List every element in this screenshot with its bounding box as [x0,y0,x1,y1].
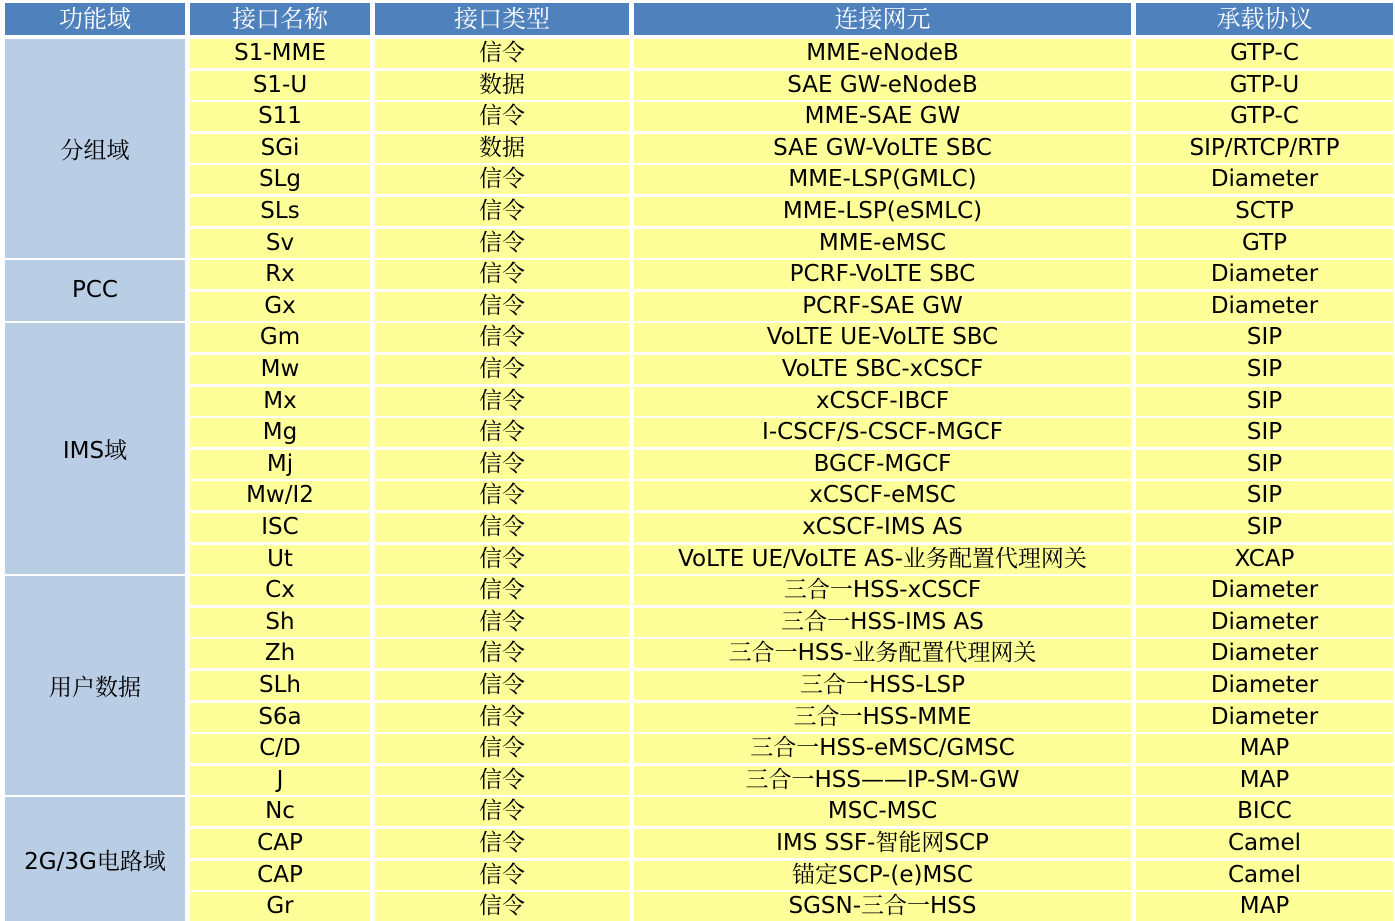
connected-elements-cell: MME-eMSC [634,229,1131,258]
protocol-cell: SIP [1136,323,1393,352]
connected-elements-cell: 三合一HSS-eMSC/GMSC [634,734,1131,763]
connected-elements-cell: PCRF-SAE GW [634,292,1131,321]
connected-elements-cell: 三合一HSS-LSP [634,671,1131,700]
protocol-cell: SIP [1136,418,1393,447]
interface-type-cell: 信令 [375,703,629,732]
interface-type-cell: 信令 [375,260,629,289]
interface-type-cell: 信令 [375,797,629,826]
domain-cell: PCC [5,260,185,321]
interface-type-cell: 信令 [375,39,629,68]
connected-elements-cell: I-CSCF/S-CSCF-MGCF [634,418,1131,447]
interface-type-cell: 数据 [375,71,629,100]
connected-elements-cell: IMS SSF-智能网SCP [634,829,1131,858]
connected-elements-cell: xCSCF-eMSC [634,481,1131,510]
protocol-cell: GTP [1136,229,1393,258]
interface-name-cell: SLg [190,165,370,194]
protocol-cell: Camel [1136,829,1393,858]
interface-name-cell: Nc [190,797,370,826]
protocol-cell: SIP [1136,481,1393,510]
interface-type-cell: 信令 [375,323,629,352]
connected-elements-cell: VoLTE UE/VoLTE AS-业务配置代理网关 [634,545,1131,574]
interface-name-cell: Gr [190,892,370,921]
interface-type-cell: 信令 [375,197,629,226]
interface-type-cell: 信令 [375,671,629,700]
interface-type-cell: 信令 [375,229,629,258]
protocol-cell: SIP [1136,355,1393,384]
interface-type-cell: 信令 [375,766,629,795]
interface-name-cell: Mw [190,355,370,384]
interface-type-cell: 信令 [375,608,629,637]
interface-name-cell: Ut [190,545,370,574]
protocol-cell: MAP [1136,734,1393,763]
connected-elements-cell: MME-LSP(GMLC) [634,165,1131,194]
interface-name-cell: Mw/I2 [190,481,370,510]
interface-name-cell: Sv [190,229,370,258]
header-protocol: 承载协议 [1136,3,1393,35]
interface-type-cell: 信令 [375,545,629,574]
protocol-cell: Camel [1136,861,1393,890]
protocol-cell: GTP-C [1136,102,1393,131]
interface-type-cell: 信令 [375,387,629,416]
connected-elements-cell: 三合一HSS-业务配置代理网关 [634,639,1131,668]
connected-elements-cell: 三合一HSS-MME [634,703,1131,732]
connected-elements-cell: 三合一HSS-xCSCF [634,576,1131,605]
interface-type-cell: 信令 [375,481,629,510]
interface-type-cell: 信令 [375,892,629,921]
interface-name-cell: Rx [190,260,370,289]
connected-elements-cell: MSC-MSC [634,797,1131,826]
interface-type-cell: 信令 [375,418,629,447]
protocol-cell: Diameter [1136,639,1393,668]
connected-elements-cell: xCSCF-IMS AS [634,513,1131,542]
header-connected-elements: 连接网元 [634,3,1131,35]
protocol-cell: Diameter [1136,576,1393,605]
protocol-cell: XCAP [1136,545,1393,574]
protocol-cell: SIP [1136,387,1393,416]
interface-name-cell: Mx [190,387,370,416]
interface-name-cell: CAP [190,861,370,890]
interface-type-cell: 信令 [375,292,629,321]
protocol-cell: Diameter [1136,671,1393,700]
interface-type-cell: 信令 [375,102,629,131]
interface-type-cell: 信令 [375,861,629,890]
interface-name-cell: S1-MME [190,39,370,68]
interface-name-cell: Mj [190,450,370,479]
interface-name-cell: S6a [190,703,370,732]
interface-name-cell: SLh [190,671,370,700]
interface-name-cell: Zh [190,639,370,668]
domain-cell: 用户数据 [5,576,185,795]
connected-elements-cell: BGCF-MGCF [634,450,1131,479]
interface-type-cell: 信令 [375,165,629,194]
interface-name-cell: S11 [190,102,370,131]
connected-elements-cell: MME-SAE GW [634,102,1131,131]
protocol-cell: SIP/RTCP/RTP [1136,134,1393,163]
protocol-cell: GTP-C [1136,39,1393,68]
connected-elements-cell: SGSN-三合一HSS [634,892,1131,921]
interface-name-cell: Sh [190,608,370,637]
protocol-cell: MAP [1136,892,1393,921]
protocol-cell: SCTP [1136,197,1393,226]
interface-type-cell: 信令 [375,639,629,668]
interface-name-cell: Gm [190,323,370,352]
connected-elements-cell: VoLTE SBC-xCSCF [634,355,1131,384]
protocol-cell: Diameter [1136,292,1393,321]
protocol-cell: Diameter [1136,608,1393,637]
interface-type-cell: 信令 [375,576,629,605]
connected-elements-cell: 三合一HSS——IP-SM-GW [634,766,1131,795]
domain-cell: 2G/3G电路域 [5,797,185,921]
interface-type-cell: 信令 [375,450,629,479]
interface-name-cell: C/D [190,734,370,763]
protocol-cell: Diameter [1136,703,1393,732]
connected-elements-cell: 锚定SCP-(e)MSC [634,861,1131,890]
protocol-cell: GTP-U [1136,71,1393,100]
interface-name-cell: S1-U [190,71,370,100]
protocol-cell: MAP [1136,766,1393,795]
interface-name-cell: Cx [190,576,370,605]
interface-name-cell: SLs [190,197,370,226]
interface-name-cell: Mg [190,418,370,447]
interface-name-cell: CAP [190,829,370,858]
interface-name-cell: Gx [190,292,370,321]
domain-cell: IMS域 [5,323,185,573]
protocol-cell: BICC [1136,797,1393,826]
interface-name-cell: SGi [190,134,370,163]
connected-elements-cell: MME-eNodeB [634,39,1131,68]
header-interface-type: 接口类型 [375,3,629,35]
protocol-cell: Diameter [1136,260,1393,289]
header-domain: 功能域 [5,3,185,35]
connected-elements-cell: SAE GW-eNodeB [634,71,1131,100]
connected-elements-cell: xCSCF-IBCF [634,387,1131,416]
protocol-cell: SIP [1136,513,1393,542]
interface-type-cell: 数据 [375,134,629,163]
interface-name-cell: ISC [190,513,370,542]
interface-type-cell: 信令 [375,513,629,542]
interface-name-cell: J [190,766,370,795]
connected-elements-cell: 三合一HSS-IMS AS [634,608,1131,637]
protocol-cell: SIP [1136,450,1393,479]
header-interface-name: 接口名称 [190,3,370,35]
connected-elements-cell: MME-LSP(eSMLC) [634,197,1131,226]
connected-elements-cell: SAE GW-VoLTE SBC [634,134,1131,163]
interface-type-cell: 信令 [375,829,629,858]
protocol-cell: Diameter [1136,165,1393,194]
connected-elements-cell: PCRF-VoLTE SBC [634,260,1131,289]
connected-elements-cell: VoLTE UE-VoLTE SBC [634,323,1131,352]
interface-type-cell: 信令 [375,734,629,763]
domain-cell: 分组域 [5,39,185,258]
interface-type-cell: 信令 [375,355,629,384]
